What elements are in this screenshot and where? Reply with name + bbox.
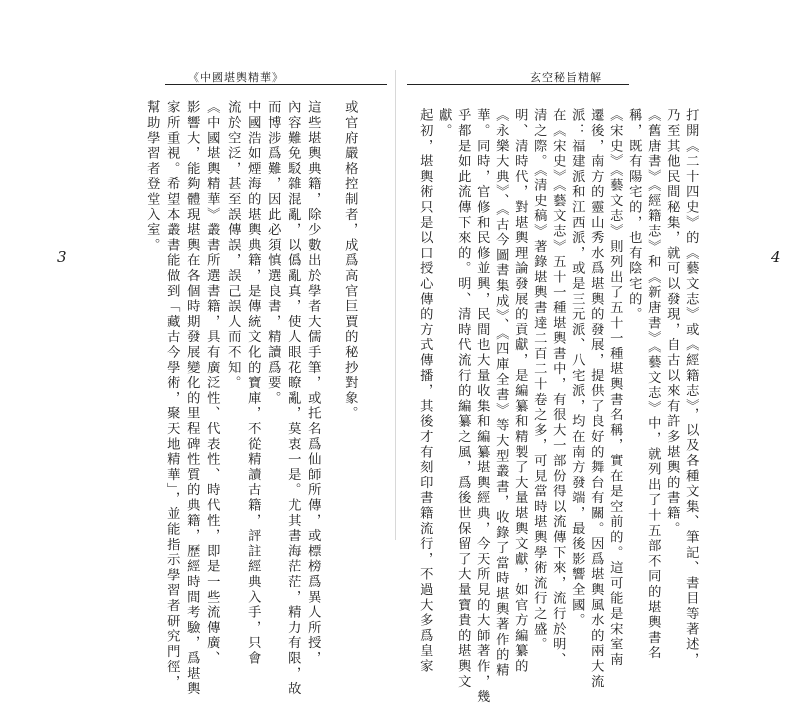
text-column: 中國浩如煙海的堪輿典籍，是傳統文化的寶庫，不從精讀古籍，評註經典入手，只會 xyxy=(245,100,261,667)
text-column: 清之際。《清史稿》著錄堪輿書達二百二十卷之多，可見當時堪輿學術流行之盛。 xyxy=(531,108,547,653)
text-column: 稱，既有陽宅的，也有陰宅的。 xyxy=(626,108,642,323)
text-column: 而博涉爲難，因此必須慎選良書，精讀爲要。 xyxy=(265,100,281,406)
text-column: 或官府嚴格控制者，成爲高官巨賈的秘抄對象。 xyxy=(342,100,358,422)
text-column: 獻。 xyxy=(436,108,452,139)
text-column: 在《宋史》《藝文志》五十一種堪輿書中，有很大一部份得以流傳下來，流行於明、 xyxy=(550,108,566,668)
page-number: 3 xyxy=(57,248,67,266)
text-column: 派：福建派和江西派，或是三元派、八宅派，均在南方發端，最後影響全國。 xyxy=(569,108,585,629)
text-column: 明、清時代，對堪輿理論發展的貢獻，是編纂和精製了大量堪輿文獻，如官方編纂的 xyxy=(512,108,528,675)
running-header: 《中國堪輿精華》 xyxy=(188,71,284,84)
header-rule xyxy=(407,84,629,85)
page-number: 4 xyxy=(771,248,781,266)
text-column: 流於空泛，甚至誤傳誤，誤己誤人而不知。 xyxy=(225,100,241,391)
text-column: 《中國堪輿精華》叢書所選書籍，具有廣泛性、代表性、時代性，即是一些流傳廣、 xyxy=(204,100,220,667)
text-column: 幫助學習者登堂入室。 xyxy=(144,100,160,253)
text-column: 華。同時，官修和民修並興，民間也大量收集和編纂堪輿經典，今天所見的大師著作，幾 xyxy=(474,108,490,705)
right-page xyxy=(397,0,793,705)
text-column: 影響大，能夠體現堪輿在各個時期發展變化的里程碑性質的典籍，歷經時間考驗，爲堪輿 xyxy=(184,100,200,697)
header-rule xyxy=(165,84,387,85)
text-column: 起初，堪輿術只是以口授心傳的方式傳播，其後才有刻印書籍流行，不過大多爲皇家 xyxy=(417,108,433,675)
text-column: 內容難免駁雜混亂，以僞亂真，使人眼花瞭亂，莫衷一是。尤其書海茫茫，精力有限，故 xyxy=(285,100,301,697)
text-column: 這些堪輿典籍，除少數出於學者大儒手筆，或托名爲仙師所傳，或標榜爲異人所授， xyxy=(305,100,321,667)
text-column: 乃至其他民間秘集，就可以發現，自古以來有許多堪輿的書籍。 xyxy=(664,108,680,537)
text-column: 遷後，南方的靈山秀水爲堪輿的發展，提供了良好的舞台有關。因爲堪輿風水的兩大流 xyxy=(588,108,604,690)
text-column: 家所重視。希望本叢書能做到「藏古今學術，聚天地精華」，並能指示學習者研究門徑， xyxy=(164,100,180,691)
text-column: 《宋史》《藝文志》則列出了五十一種堪輿書名稱，實在是空前的。這可能是宋室南 xyxy=(607,108,623,668)
text-column: 乎都是如此流傳下來的。明、清時代流行的編纂之風，爲後世保留了大量寶貴的堪輿文 xyxy=(455,108,471,690)
left-page xyxy=(0,0,396,697)
text-column: 《舊唐書》《經籍志》和《新唐書》《藝文志》中，就列出了十五部不同的堪輿書名 xyxy=(645,108,661,661)
text-column: 打開《二十四史》的《藝文志》或《經籍志》，以及各種文集、筆記、書目等著述， xyxy=(683,108,699,668)
running-header: 玄空秘旨精解 xyxy=(530,71,602,84)
text-column: 《永樂大典》、《古今圖書集成》、《四庫全書》等大型叢書，收錄了當時堪輿著作的精 xyxy=(493,108,509,679)
